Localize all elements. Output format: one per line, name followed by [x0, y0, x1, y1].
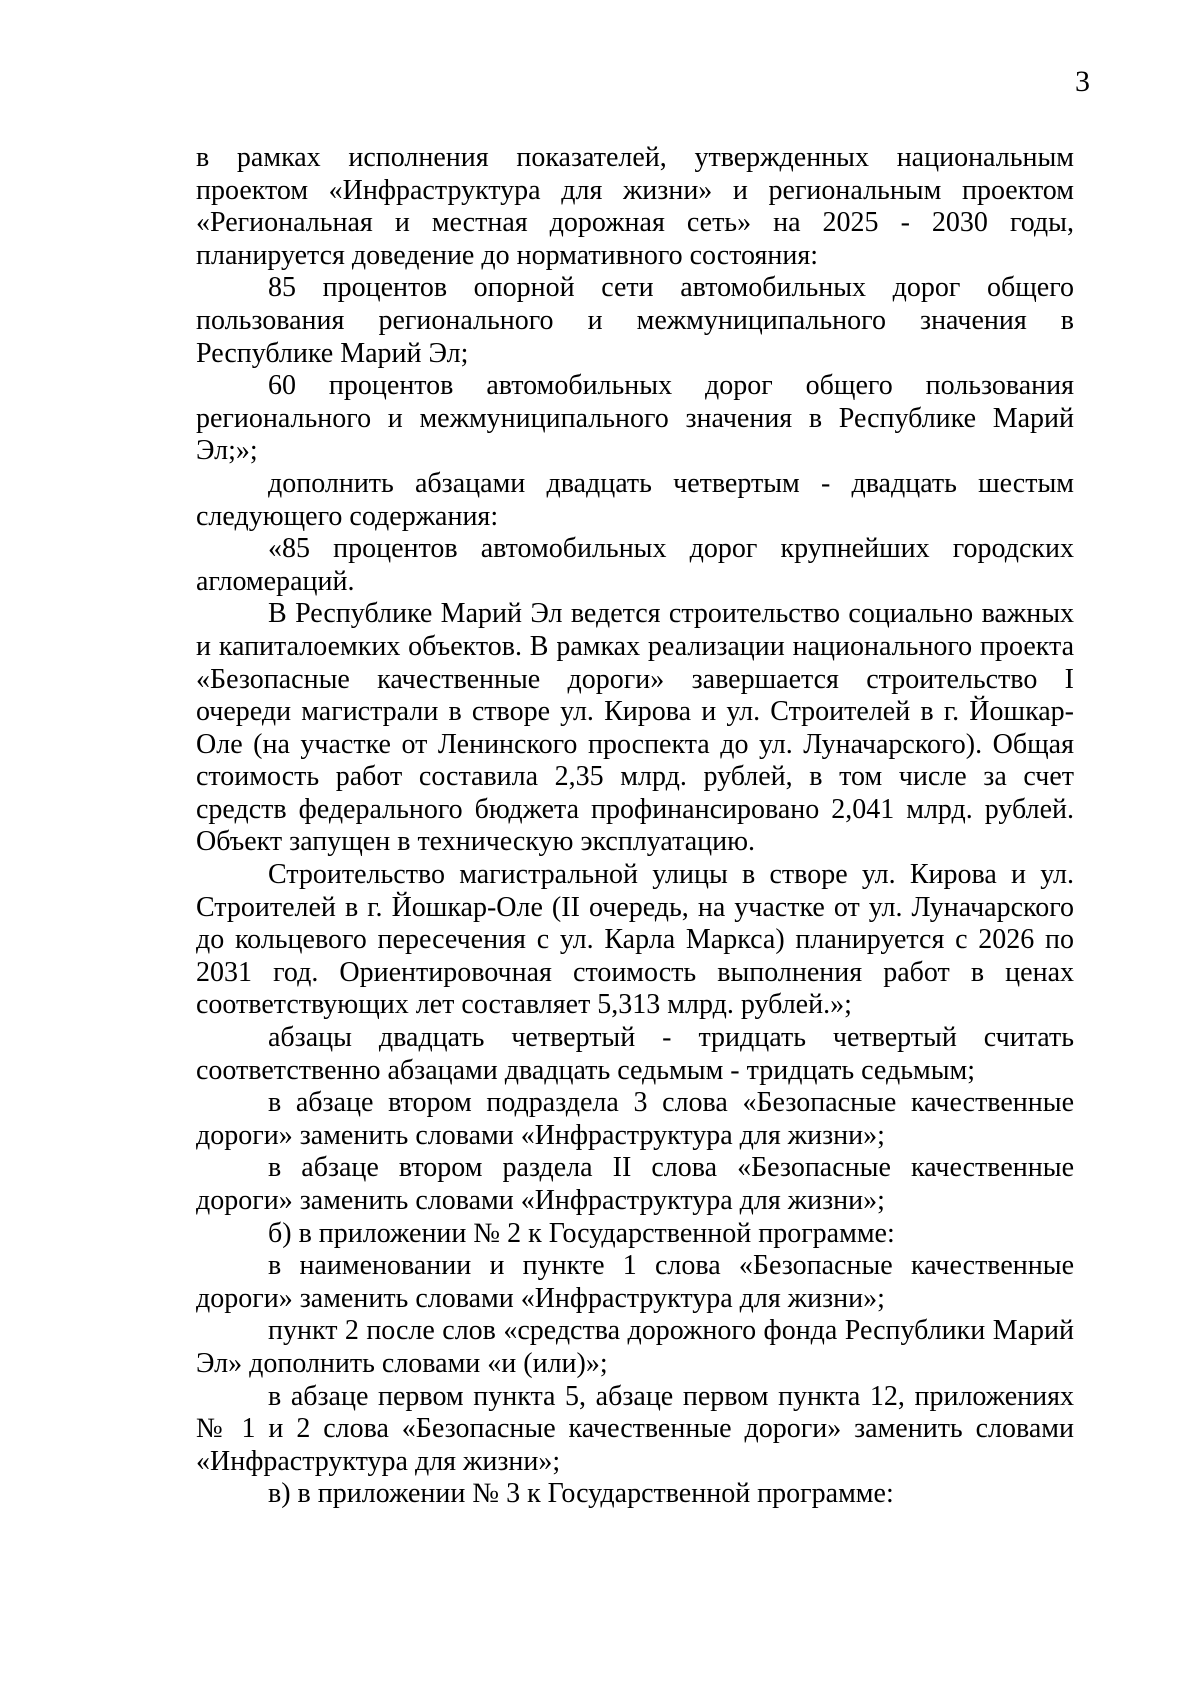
paragraph: в рамках исполнения показателей, утвержденных национальным проектом «Инфраструктура для жизни» и региональным проектом «Региональная и местная дорожная сеть» на 2025 - 2030 годы, планируется доведение до нормативного состояния: — [196, 142, 1074, 271]
paragraph: в абзаце втором подраздела 3 слова «Безопасные качественные дороги» заменить словами «Инфраструктура для жизни»; — [196, 1087, 1074, 1151]
paragraph: в абзаце втором раздела II слова «Безопасные качественные дороги» заменить словами «Инфраструктура для жизни»; — [196, 1152, 1074, 1216]
paragraph: в) в приложении № 3 к Государственной программе: — [268, 1478, 894, 1510]
paragraph: 60 процентов автомобильных дорог общего пользования регионального и межмуниципального значения в Республике Марий Эл;»; — [196, 370, 1074, 467]
paragraph: в абзаце первом пункта 5, абзаце первом пункта 12, приложениях № 1 и 2 слова «Безопасные качественные дороги» заменить словами «Инфраструктура для жизни»; — [196, 1380, 1074, 1477]
paragraph: «85 процентов автомобильных дорог крупнейших городских агломераций. — [196, 533, 1074, 597]
paragraph: 85 процентов опорной сети автомобильных дорог общего пользования регионального и межмуниципального значения в Республике Марий Эл; — [196, 272, 1074, 369]
paragraph: абзацы двадцать четвертый - тридцать четвертый считать соответственно абзацами двадцать седьмым - тридцать седьмым; — [196, 1022, 1074, 1086]
paragraph: Строительство магистральной улицы в створе ул. Кирова и ул. Строителей в г. Йошкар-Оле (II очередь, на участке от ул. Луначарского до кольцевого пересечения с ул. Карла Маркса) планируется с 2026 по 2031 год. Ориентировочная стоимость выполнения работ в ценах соответствующих лет составляет 5,313 млрд. рублей.»; — [196, 859, 1074, 1021]
paragraph: дополнить абзацами двадцать четвертым - двадцать шестым следующего содержания: — [196, 467, 1074, 532]
paragraph: в наименовании и пункте 1 слова «Безопасные качественные дороги» заменить словами «Инфраструктура для жизни»; — [196, 1250, 1074, 1314]
paragraph: пункт 2 после слов «средства дорожного фонда Республики Марий Эл» дополнить словами «и (или)»; — [196, 1315, 1074, 1379]
paragraph: б) в приложении № 2 к Государственной программе: — [268, 1217, 895, 1249]
document-body — [196, 142, 1074, 1511]
paragraph: В Республике Марий Эл ведется строительство социально важных и капиталоемких объектов. В рамках реализации национального проекта «Безопасные качественные дороги» завершается строительство I очереди магистрали в створе ул. Кирова и ул. Строителей в г. Йошкар-Оле (на участке от Ленинского проспекта до ул. Луначарского). Общая стоимость работ составила 2,35 млрд. рублей, в том числе за счет средств федерального бюджета профинансировано 2,041 млрд. рублей. Объект запущен в техническую эксплуатацию. — [196, 598, 1074, 858]
page-number: 3 — [1075, 65, 1090, 98]
